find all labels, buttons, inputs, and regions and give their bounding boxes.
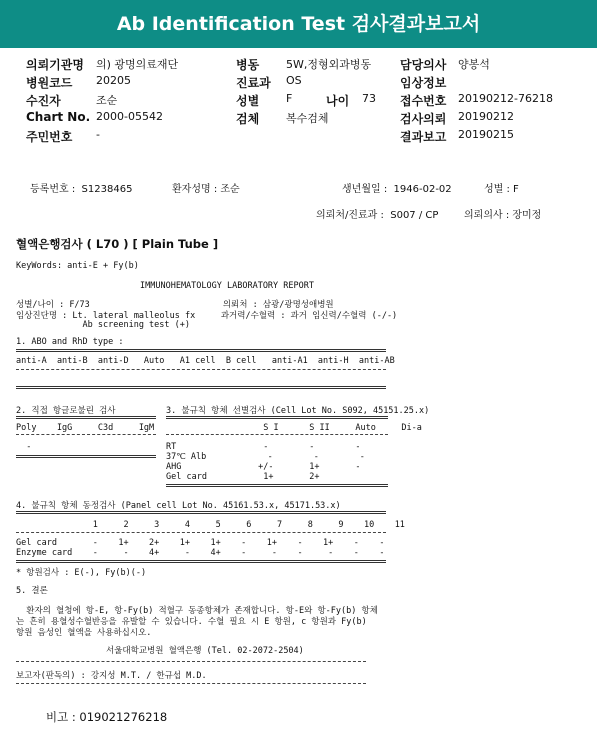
- reporter: 보고자(판독의) : 강지성 M.T. / 한규섭 M.D.: [16, 671, 207, 681]
- screen-columns: S I S II Auto Di-a: [166, 423, 422, 433]
- rule: [16, 386, 386, 389]
- conclusion-line: 는 흔히 용혈성수혈반응을 유발할 수 있습니다. 수혈 필요 시 E 항원, c 항원과 Fy(b): [16, 617, 367, 627]
- reg-no: 등록번호 : S1238465: [30, 184, 133, 195]
- section-5-title: 5. 결론: [16, 586, 48, 596]
- header-row: [0, 74, 597, 92]
- hdr-label: 의뢰기관명: [26, 58, 84, 72]
- header-row: [0, 128, 597, 146]
- antigen-test: * 항원검사 : E(-), Fy(b)(-): [16, 568, 147, 578]
- scanned-report: [6, 164, 591, 732]
- rule: [16, 560, 386, 563]
- info-line: 성별/나이 : F/73 의뢰처 : 삼광/광명성애병원: [16, 300, 334, 310]
- info-line: 임상진단명 : Lt. lateral malleolus fx 과거력/수혈력 : 과거 임신력/수혈력 (-/-): [16, 311, 398, 321]
- hdr-value: OS: [286, 74, 302, 87]
- hdr-label: 주민번호: [26, 130, 73, 144]
- conclusion-line: 환자의 혈청에 항-E, 항-Fy(b) 적혈구 동종항체가 존재합니다. 항-E와 항-Fy(b) 항체: [16, 606, 378, 616]
- hdr-label: 병동: [236, 58, 260, 72]
- abo-columns: anti-A anti-B anti-D Auto A1 cell B cell anti-A1 anti-H anti-AB: [16, 356, 395, 366]
- dat-columns: Poly IgG C3d IgM: [16, 423, 155, 433]
- blood-bank: 서울대학교병원 혈액은행 (Tel. 02-2072-2504): [106, 646, 304, 656]
- hdr-label: 검사의뢰: [400, 112, 447, 126]
- screen-row: Gel card 1+ 2+: [166, 472, 320, 482]
- rule: [16, 349, 386, 352]
- rule: [166, 416, 388, 419]
- rule: [16, 455, 156, 458]
- hdr-label: 임상정보: [400, 76, 447, 90]
- exam-title: 혈액은행검사 ( L70 ) [ Plain Tube ]: [16, 237, 219, 251]
- dat-value: -: [16, 442, 32, 452]
- conclusion-line: 항원 음성인 혈액을 사용하십시오.: [16, 628, 152, 638]
- report-title: Ab Identification Test 검사결과보고서: [0, 0, 597, 48]
- header-info: [0, 52, 597, 152]
- hdr-value: 5W,정형외과병동: [286, 58, 372, 71]
- screen-row: AHG +/- 1+ -: [166, 462, 361, 472]
- hdr-label: 수진자: [26, 94, 61, 108]
- panel-row: Enzyme card - - 4+ - 4+ - - - - - -: [16, 548, 385, 558]
- header-row: [0, 110, 597, 128]
- rule: [166, 484, 388, 487]
- section-4-title: 4. 불규칙 항체 동정검사 (Panel cell Lot No. 45161.53.x, 45171.53.x): [16, 501, 341, 511]
- rule: [16, 416, 156, 419]
- age-value: 73: [362, 92, 376, 105]
- hdr-value: 의) 광명의료재단: [96, 58, 179, 71]
- hdr-value: F: [286, 92, 293, 105]
- birth-date: 생년월일 : 1946-02-02: [342, 184, 452, 195]
- patient-name: 환자성명 : 조순: [172, 184, 240, 195]
- lab-title: IMMUNOHEMATOLOGY LABORATORY REPORT: [140, 281, 314, 291]
- requesting-doctor: 의뢰의사 : 장미정: [464, 210, 542, 221]
- hdr-label: 성별: [236, 94, 260, 108]
- rule: [16, 683, 366, 684]
- hdr-value: 20190212: [458, 110, 514, 123]
- screen-row: 37℃ Alb - - -: [166, 452, 365, 462]
- rule: [16, 532, 386, 533]
- dept: 의뢰처/진료과 : S007 / CP: [316, 210, 439, 221]
- rule: [166, 434, 388, 435]
- keywords: KeyWords: anti-E + Fy(b): [16, 261, 139, 271]
- section-2-title: 2. 직접 항글로불린 검사: [16, 406, 116, 416]
- hdr-value: 20190212-76218: [458, 92, 553, 105]
- hdr-label: 접수번호: [400, 94, 447, 108]
- rule: [16, 511, 386, 514]
- section-3-title: 3. 불규칙 항체 선별검사 (Cell Lot No. S092, 45151.25.x): [166, 406, 430, 416]
- panel-row: Gel card - 1+ 2+ 1+ 1+ - 1+ - 1+ - -: [16, 538, 385, 548]
- hdr-value: 20205: [96, 74, 131, 87]
- screen-row: RT - - -: [166, 442, 361, 452]
- section-1-title: 1. ABO and RhD type :: [16, 337, 124, 347]
- rule: [16, 434, 156, 435]
- rule: [16, 369, 386, 370]
- hdr-value: 20190215: [458, 128, 514, 141]
- panel-columns: 1 2 3 4 5 6 7 8 9 10 11: [16, 520, 405, 530]
- hdr-value: 복수검체: [286, 112, 329, 125]
- hdr-value: 2000-05542: [96, 110, 163, 123]
- hdr-label: Chart No.: [26, 110, 91, 124]
- hdr-label: 검체: [236, 112, 260, 126]
- header-row: [0, 56, 597, 74]
- rule: [16, 661, 366, 662]
- header-row: [0, 92, 597, 110]
- sex: 성별 : F: [484, 184, 519, 195]
- hdr-label: 담당의사: [400, 58, 447, 72]
- hdr-value: -: [96, 128, 100, 141]
- age-label: 나이: [326, 94, 350, 108]
- info-line: Ab screening test (+): [16, 320, 190, 330]
- hdr-value: 양봉석: [458, 58, 490, 71]
- hdr-label: 진료과: [236, 76, 271, 90]
- remark: 비고 : 019021276218: [46, 710, 168, 724]
- hdr-label: 결과보고: [400, 130, 447, 144]
- hdr-label: 병원코드: [26, 76, 73, 90]
- hdr-value: 조순: [96, 94, 118, 107]
